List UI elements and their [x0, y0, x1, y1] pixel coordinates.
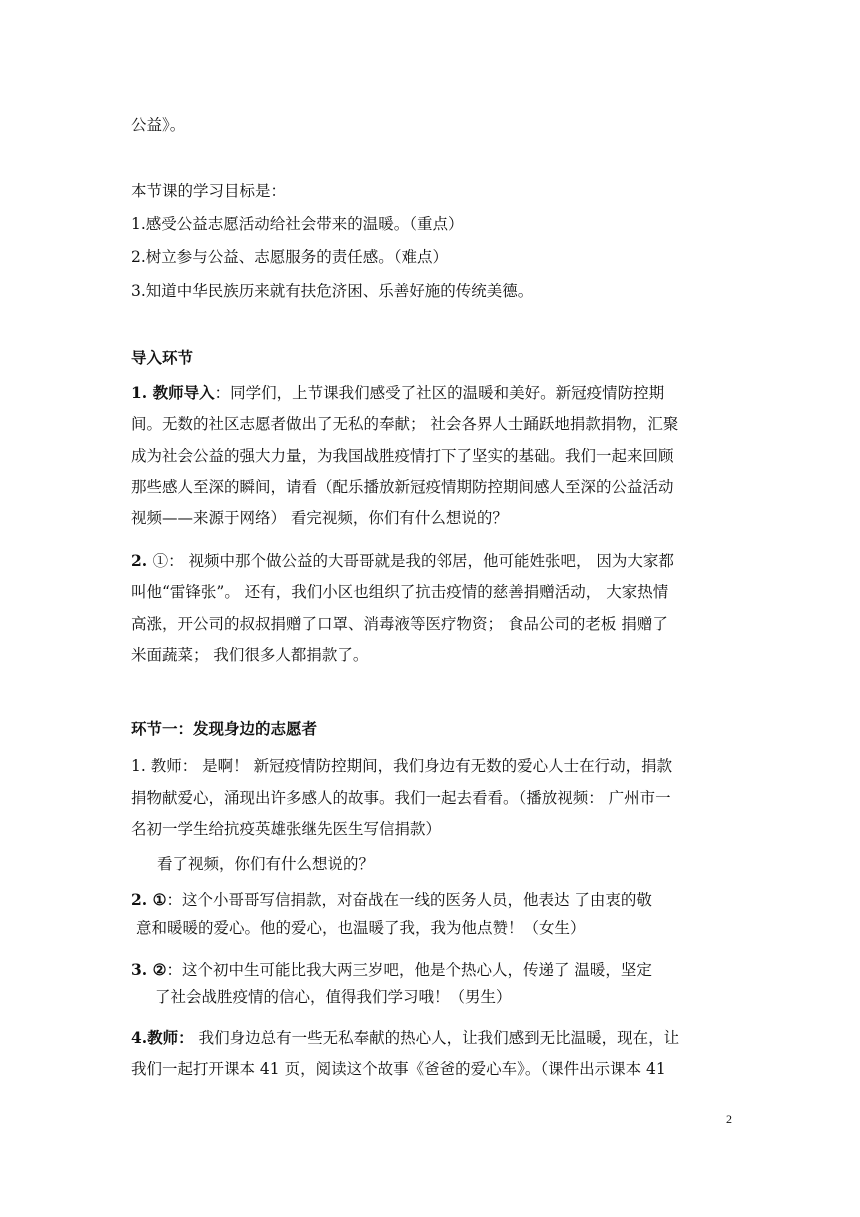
paragraph-label: 1. 教师导入	[131, 383, 215, 402]
paragraph-label: 2.	[131, 551, 153, 570]
paragraph-teacher-intro-line-2: 间。无数的社区志愿者做出了无私的奉献； 社会各界人士踊跃地捐款捐物，汇聚	[131, 415, 679, 433]
student-2-line-1	[131, 890, 652, 910]
goal-2: 2.树立参与公益、志愿服务的责任感。（难点）	[131, 248, 449, 266]
paragraph-text: ：这个小哥哥写信捐款，对奋战在一线的医务人员，他表达 了由衷的敬	[166, 891, 652, 909]
paragraph-label: 3. ②	[131, 960, 167, 979]
paragraph-text: 我们身边总有一些无私奉献的热心人，让我们感到无比温暖，现在，让	[193, 1029, 680, 1047]
paragraph-student-reply-line-1	[131, 551, 674, 571]
section-heading-intro: 导入环节	[131, 348, 194, 367]
student-3-line-2: 了社会战胜疫情的信心，值得我们学习哦！（男生）	[155, 988, 512, 1006]
student-2-line-2: 意和暖暖的爱心。他的爱心，也温暖了我，我为他点赞！（女生）	[136, 919, 586, 937]
teacher-1-line-3: 名初一学生给抗疫英雄张继先医生写信捐款）	[131, 820, 442, 838]
paragraph-student-reply-line-2: 叫他“雷锋张”。 还有，我们小区也组织了抗击疫情的慈善捐赠活动， 大家热情	[131, 583, 669, 601]
goal-1: 1.感受公益志愿活动给社会带来的温暖。（重点）	[131, 215, 464, 233]
teacher-4-line-1	[131, 1028, 679, 1048]
intro-tail: 公益》。	[131, 116, 186, 134]
teacher-1-question: 看了视频，你们有什么想说的？	[157, 855, 375, 873]
goals-title: 本节课的学习目标是：	[131, 182, 287, 200]
section-heading-one: 环节一：发现身边的志愿者	[131, 719, 318, 738]
paragraph-teacher-intro-line-4: 那些感人至深的瞬间，请看（配乐播放新冠疫情期防控期间感人至深的公益活动	[131, 478, 674, 496]
paragraph-teacher-intro-line-3: 成为社会公益的强大力量，为我国战胜疫情打下了坚实的基础。我们一起来回顾	[131, 447, 674, 465]
paragraph-student-reply-line-4: 米面蔬菜； 我们很多人都捐款了。	[131, 646, 369, 664]
student-3-line-1	[131, 960, 652, 980]
paragraph-text: ：同学们，上节课我们感受了社区的温暖和美好。新冠疫情防控期	[214, 384, 665, 402]
teacher-4-line-2: 我们一起打开课本 41 页，阅读这个故事《爸爸的爱心车》。（课件出示课本 41	[131, 1060, 666, 1078]
paragraph-text: ①： 视频中那个做公益的大哥哥就是我的邻居，他可能姓张吧， 因为大家都	[152, 552, 674, 570]
paragraph-teacher-intro-line-1	[131, 383, 664, 403]
paragraph-teacher-intro-line-5: 视频——来源于网络） 看完视频，你们有什么想说的？	[131, 509, 508, 527]
teacher-1-line-1: 1. 教师： 是啊！ 新冠疫情防控期间，我们身边有无数的爱心人士在行动，捐款	[131, 757, 673, 775]
teacher-1-line-2: 捐物献爱心，涌现出许多感人的故事。我们一起去看看。（播放视频： 广州市一	[131, 789, 671, 807]
paragraph-student-reply-line-3: 高涨，开公司的叔叔捐赠了口罩、消毒液等医疗物资； 食品公司的老板 捐赠了	[131, 615, 668, 633]
paragraph-label: 4.教师：	[131, 1028, 194, 1047]
page-number: 2	[726, 1112, 732, 1126]
paragraph-label: 2. ①	[131, 890, 167, 909]
goal-3: 3.知道中华民族历来就有扶危济困、乐善好施的传统美德。	[131, 282, 534, 300]
paragraph-text: ：这个初中生可能比我大两三岁吧，他是个热心人，传递了 温暖，坚定	[166, 961, 652, 979]
